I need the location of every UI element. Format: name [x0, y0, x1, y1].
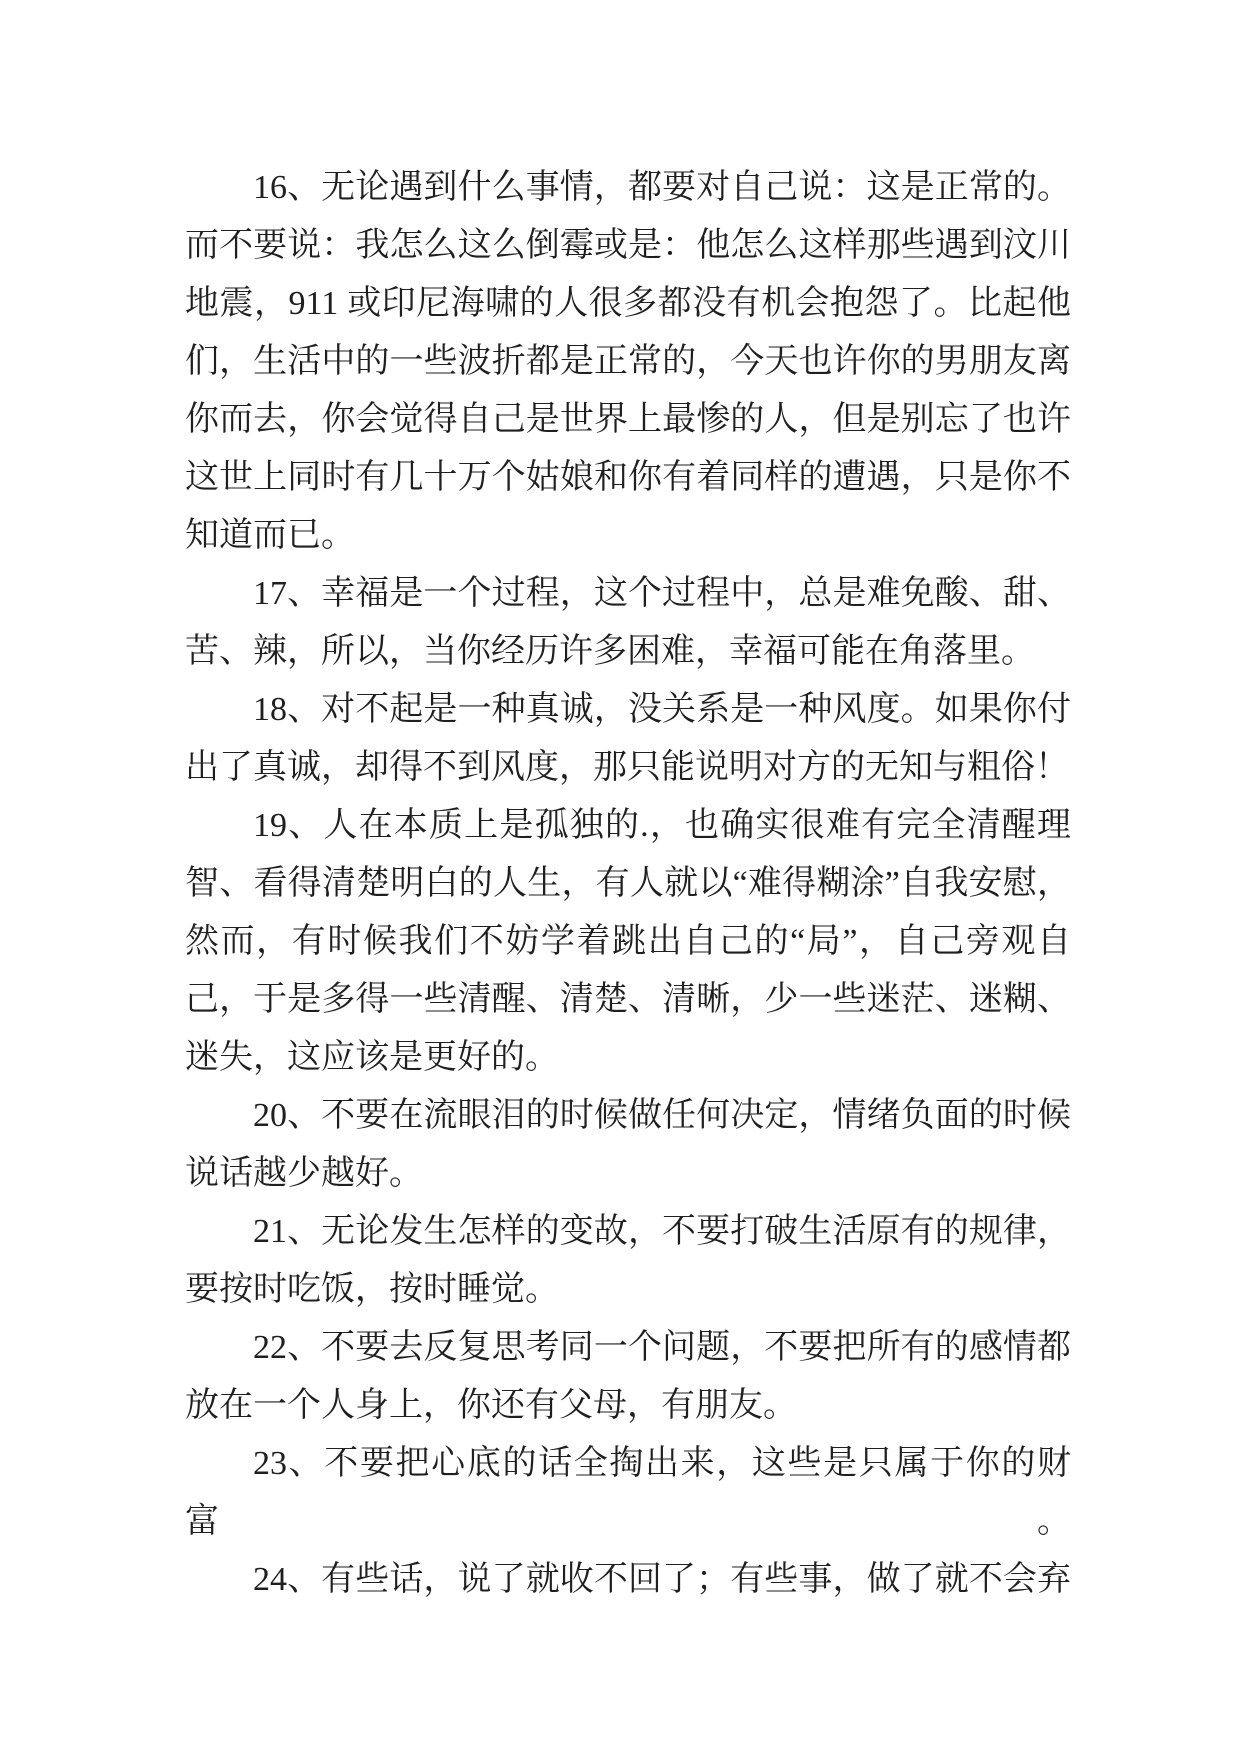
document-body	[185, 159, 1071, 1609]
quote-paragraph-17	[185, 565, 1071, 681]
quote-line: 出了真诚，却得不到风度，那只能说明对方的无知与粗俗！	[185, 749, 1069, 786]
quote-paragraph-22	[185, 1319, 1071, 1435]
quote-line: 知道而已。	[185, 517, 355, 554]
quote-line: 己，于是多得一些清醒、清楚、清晰，少一些迷茫、迷糊、	[185, 981, 1071, 1018]
quote-line: 迷失，这应该是更好的。	[185, 1039, 559, 1076]
quote-line: 们，生活中的一些波折都是正常的，今天也许你的男朋友离	[185, 343, 1071, 380]
quote-line: 放在一个人身上，你还有父母，有朋友。	[185, 1387, 797, 1424]
quote-line: 你而去，你会觉得自己是世界上最惨的人，但是别忘了也许	[185, 401, 1071, 438]
quote-line: 要按时吃饭，按时睡觉。	[185, 1271, 559, 1308]
quote-line: 19、人在本质上是孤独的.，也确实很难有完全清醒理	[253, 807, 1071, 844]
quote-line: 而不要说：我怎么这么倒霉或是：他怎么这样那些遇到汶川	[185, 227, 1071, 264]
quote-line: 21、无论发生怎样的变故，不要打破生活原有的规律，	[253, 1213, 1071, 1250]
quote-paragraph-24	[185, 1551, 1071, 1609]
quote-paragraph-20	[185, 1087, 1071, 1203]
quote-paragraph-19	[185, 797, 1071, 1087]
quote-line: 22、不要去反复思考同一个问题，不要把所有的感情都	[253, 1329, 1071, 1366]
quote-line: 地震，911 或印尼海啸的人很多都没有机会抱怨了。比起他	[185, 285, 1071, 322]
quote-line: 24、有些话，说了就收不回了；有些事，做了就不会弃	[253, 1561, 1071, 1598]
quote-paragraph-23	[185, 1435, 1071, 1551]
quote-paragraph-18	[185, 681, 1071, 797]
quote-line: 16、无论遇到什么事情，都要对自己说：这是正常的。	[253, 169, 1071, 206]
quote-line: 这世上同时有几十万个姑娘和你有着同样的遭遇，只是你不	[185, 459, 1071, 496]
quote-line: 23、不要把心底的话全掏出来，这些是只属于你的财富。	[185, 1445, 1071, 1540]
quote-line: 17、幸福是一个过程，这个过程中，总是难免酸、甜、	[253, 575, 1071, 612]
quote-paragraph-21	[185, 1203, 1071, 1319]
quote-line: 苦、辣，所以，当你经历许多困难，幸福可能在角落里。	[185, 633, 1035, 670]
quote-line: 然而，有时候我们不妨学着跳出自己的“局”，自己旁观自	[185, 923, 1071, 960]
quote-line: 20、不要在流眼泪的时候做任何决定，情绪负面的时候	[253, 1097, 1071, 1134]
quote-line: 18、对不起是一种真诚，没关系是一种风度。如果你付	[253, 691, 1071, 728]
quote-line: 智、看得清楚明白的人生，有人就以“难得糊涂”自我安慰，	[185, 865, 1071, 902]
quote-line: 说话越少越好。	[185, 1155, 423, 1192]
quote-paragraph-16	[185, 159, 1071, 565]
